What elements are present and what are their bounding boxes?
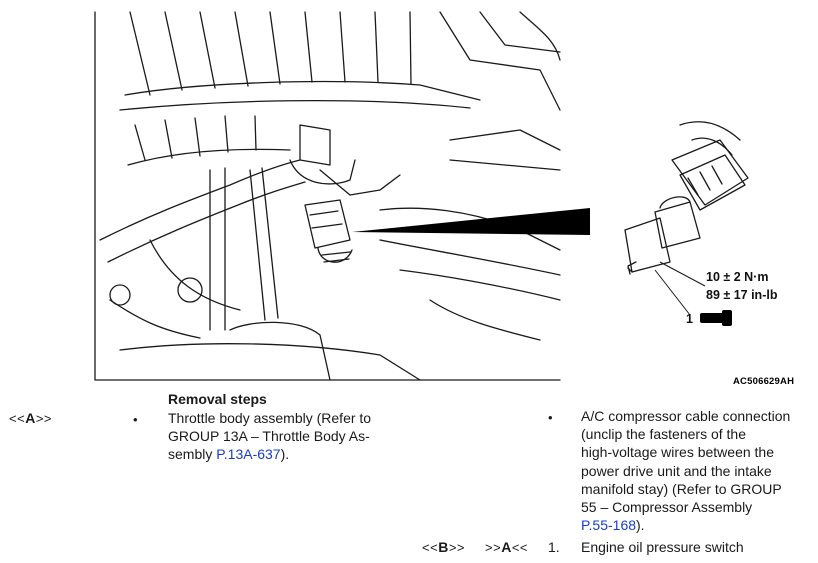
torque-metric: 10 ± 2 N·m xyxy=(706,270,769,284)
torque-imperial: 89 ± 17 in-lb xyxy=(706,288,778,302)
step-oil-pressure-switch: Engine oil pressure switch xyxy=(581,539,744,555)
figure-id: AC506629AH xyxy=(733,376,795,387)
section-heading: Removal steps xyxy=(168,391,267,407)
link-p13a-637[interactable]: P.13A-637 xyxy=(216,446,281,463)
bullet: • xyxy=(548,410,553,425)
step-throttle-body: Throttle body assembly (Refer to GROUP 13A – Throttle Body As- sembly P.13A-637). xyxy=(168,410,372,463)
installation-marker-b: <<B>> xyxy=(422,539,465,555)
callout-number: 1 xyxy=(686,312,693,326)
socket-wrench-icon xyxy=(700,310,732,326)
bullet: • xyxy=(133,412,138,427)
step-number: 1. xyxy=(548,539,560,555)
link-p55-168[interactable]: P.55-168 xyxy=(581,517,637,534)
removal-marker-a: >>A<< xyxy=(485,539,528,555)
removal-marker-a: <<A>> xyxy=(9,410,52,426)
step-ac-compressor-cable: A/C compressor cable connection (unclip the fasteners of the high-voltage wires between the power drive unit and the intake manifold stay) (Refer to GROUP 55 – Compressor Assembly P.55-168). xyxy=(581,408,791,534)
